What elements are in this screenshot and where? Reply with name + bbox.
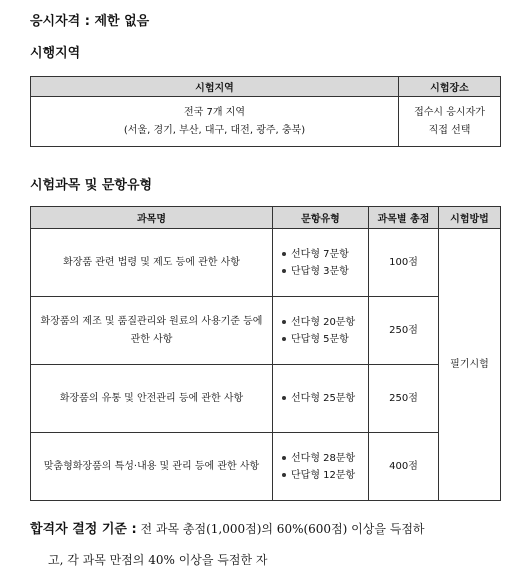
type-cell	[273, 297, 369, 365]
type-item: 선다형 7문항	[281, 246, 368, 263]
region-line: 전국 7개 지역	[183, 107, 246, 118]
table-row	[31, 229, 501, 297]
venue-header: 시험장소	[399, 77, 501, 97]
subject-cell: 화장품의 유통 및 안전관리 등에 관한 사항	[31, 365, 273, 433]
score-cell: 100점	[369, 229, 439, 297]
subject-cell: 화장품 관련 법령 및 제도 등에 관한 사항	[31, 229, 273, 297]
region-table	[30, 76, 501, 147]
region-header: 시험지역	[31, 77, 399, 97]
subject-cell: 맞춤형화장품의 특성·내용 및 관리 등에 관한 사항	[31, 433, 273, 501]
type-item: 단답형 12문항	[281, 467, 368, 484]
type-item: 선다형 25문항	[281, 390, 368, 407]
pass-criteria-line2: 고, 각 과목 만점의 40% 이상을 득점한 자	[48, 553, 268, 567]
table-row	[31, 297, 501, 365]
pass-criteria	[30, 514, 510, 575]
type-cell	[273, 229, 369, 297]
venue-line: 접수시 응시자가	[414, 107, 485, 118]
method-cell: 필기시험	[439, 229, 501, 501]
type-item: 선다형 28문항	[281, 450, 368, 467]
table-row	[31, 433, 501, 501]
score-header: 과목별 총점	[369, 207, 439, 229]
type-item: 단답형 5문항	[281, 331, 368, 348]
type-item: 선다형 20문항	[281, 314, 368, 331]
eligibility-heading: 응시자격 : 제한 없음	[30, 14, 150, 29]
subjects-section-title: 시험과목 및 문항유형	[30, 178, 153, 193]
subject-header: 과목명	[31, 207, 273, 229]
method-header: 시험방법	[439, 207, 501, 229]
score-cell: 250점	[369, 365, 439, 433]
type-header: 문항유형	[273, 207, 369, 229]
pass-criteria-label: 합격자 결정 기준 :	[30, 522, 137, 537]
score-cell: 250점	[369, 297, 439, 365]
region-cell	[31, 97, 399, 147]
venue-cell	[399, 97, 501, 147]
region-line: (서울, 경기, 부산, 대구, 대전, 광주, 충북)	[123, 124, 306, 136]
region-section-title: 시행지역	[30, 46, 81, 61]
type-cell	[273, 365, 369, 433]
type-cell	[273, 433, 369, 501]
table-row	[31, 365, 501, 433]
type-item: 단답형 3문항	[281, 263, 368, 280]
pass-criteria-line1: 전 과목 총점(1,000점)의 60%(600점) 이상을 득점하	[136, 522, 425, 536]
venue-line: 직접 선택	[428, 124, 471, 136]
subject-cell: 화장품의 제조 및 품질관리와 원료의 사용기준 등에 관한 사항	[31, 297, 273, 365]
score-cell: 400점	[369, 433, 439, 501]
subjects-table	[30, 206, 501, 501]
